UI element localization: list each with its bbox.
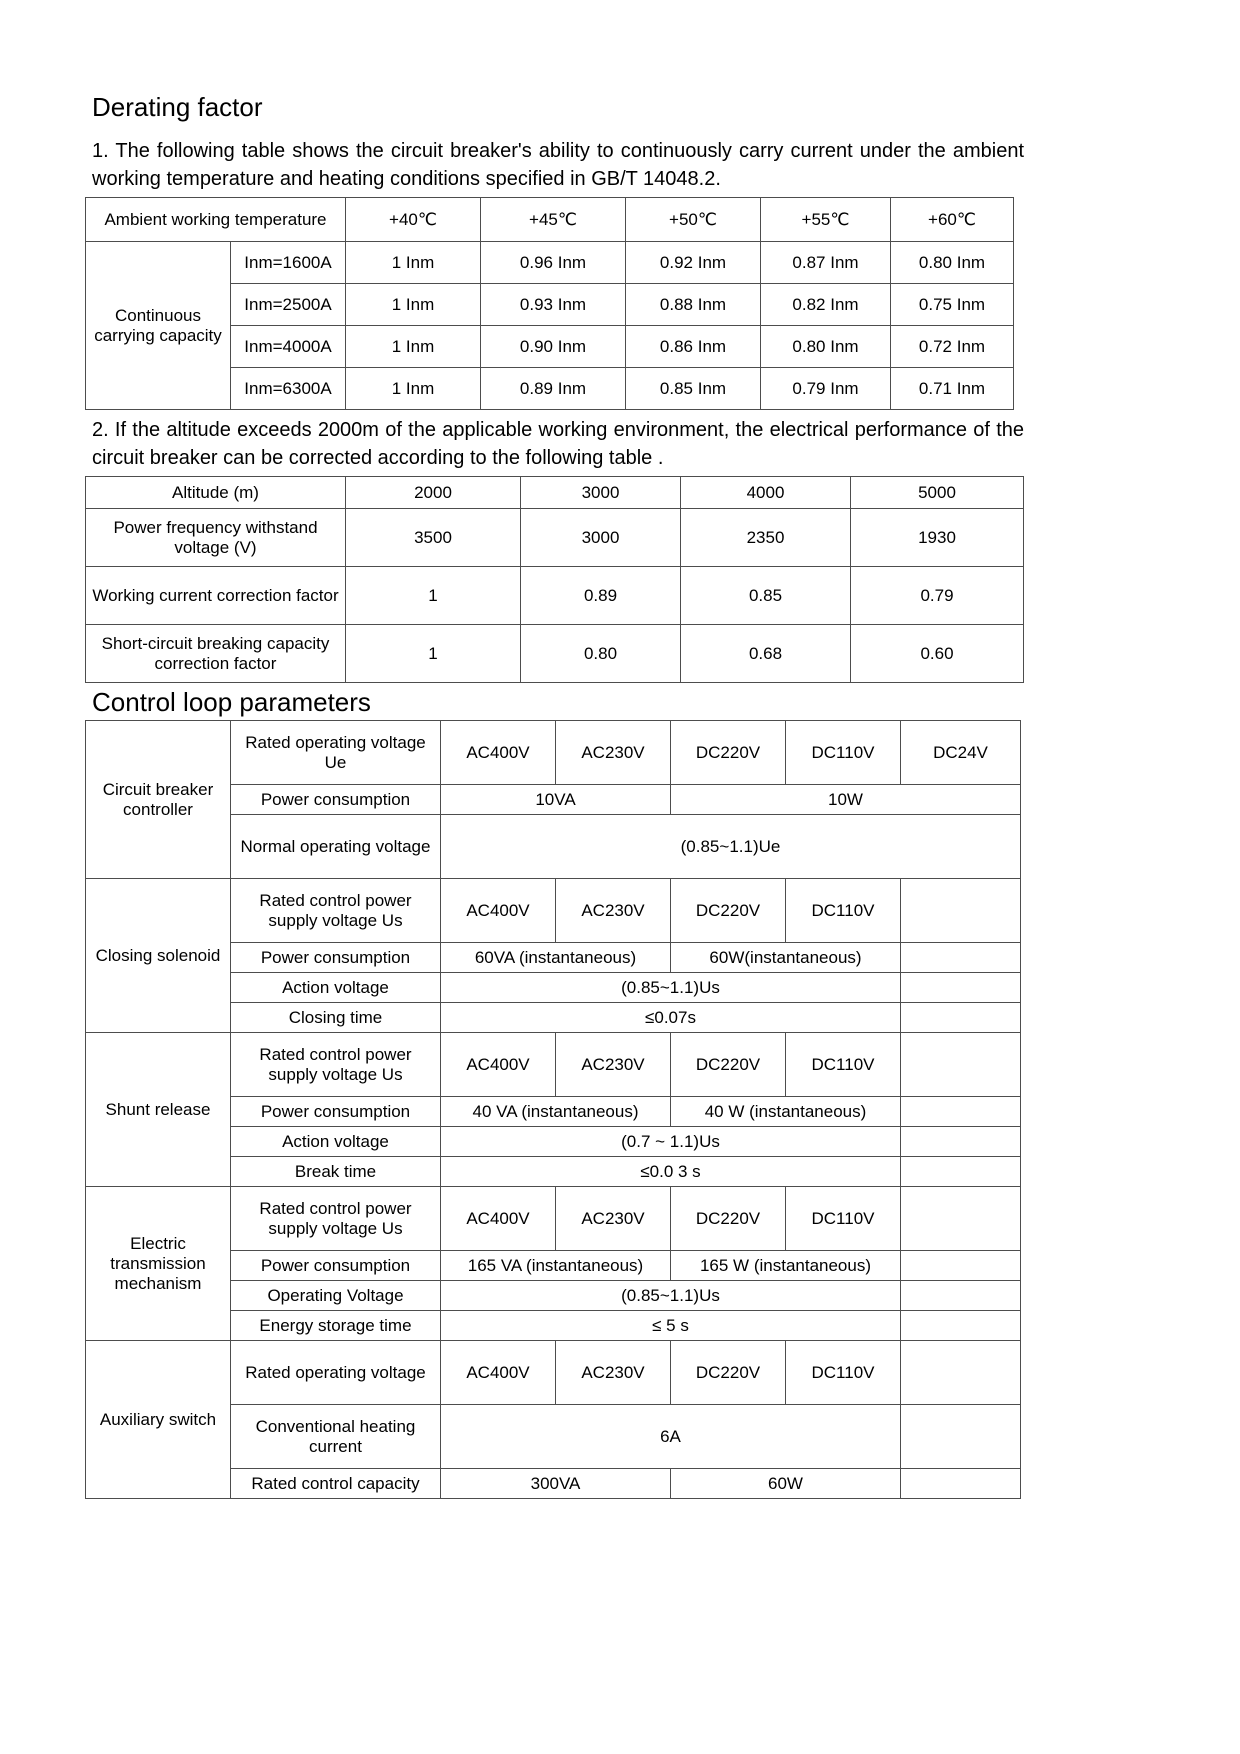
value-cell: 6A [441,1405,901,1469]
value-cell: DC110V [786,879,901,943]
value-cell: 3000 [521,477,681,509]
value-cell: 40 W (instantaneous) [671,1097,901,1127]
value-cell: DC220V [671,1341,786,1405]
value-cell: 0.68 [681,625,851,683]
value-cell: DC220V [671,1187,786,1251]
value-cell: 0.79 [851,567,1024,625]
row-label: Power frequency withstand voltage (V) [86,509,346,567]
value-cell: DC110V [786,721,901,785]
param-label: Power consumption [231,1097,441,1127]
empty-cell [901,1469,1021,1499]
value-cell: DC24V [901,721,1021,785]
param-label: Closing time [231,1003,441,1033]
value-cell: 0.60 [851,625,1024,683]
empty-cell [901,1187,1021,1251]
value-cell: 300VA [441,1469,671,1499]
row-label: Altitude (m) [86,477,346,509]
value-cell: ≤0.0 3 s [441,1157,901,1187]
section-label: Closing solenoid [86,879,231,1033]
empty-cell [901,1127,1021,1157]
temp-header: +55℃ [761,198,891,242]
value-cell: (0.85~1.1)Us [441,1281,901,1311]
empty-cell [901,1341,1021,1405]
value-cell: (0.7 ~ 1.1)Us [441,1127,901,1157]
value-cell: DC220V [671,879,786,943]
value-cell: 3500 [346,509,521,567]
value-cell: 2350 [681,509,851,567]
empty-cell [901,1003,1021,1033]
temp-header: +60℃ [891,198,1014,242]
value-cell: 0.87 Inm [761,242,891,284]
value-cell: 2000 [346,477,521,509]
value-cell: 1 Inm [346,284,481,326]
value-cell: 1 [346,625,521,683]
value-cell: AC400V [441,721,556,785]
empty-cell [901,1311,1021,1341]
param-label: Operating Voltage [231,1281,441,1311]
value-cell: 0.72 Inm [891,326,1014,368]
value-cell: 0.80 Inm [761,326,891,368]
row-label: Inm=1600A [231,242,346,284]
value-cell: 0.89 [521,567,681,625]
param-label: Power consumption [231,943,441,973]
param-label: Rated operating voltage Ue [231,721,441,785]
value-cell: 10VA [441,785,671,815]
value-cell: 0.80 Inm [891,242,1014,284]
page-title: Derating factor [92,92,263,122]
value-cell: 5000 [851,477,1024,509]
value-cell: AC400V [441,1341,556,1405]
value-cell: 0.82 Inm [761,284,891,326]
value-cell: 60W [671,1469,901,1499]
empty-cell [901,1251,1021,1281]
value-cell: 1 Inm [346,368,481,410]
empty-cell [901,1405,1021,1469]
param-label: Energy storage time [231,1311,441,1341]
value-cell: AC230V [556,1187,671,1251]
temp-header: +40℃ [346,198,481,242]
param-label: Power consumption [231,1251,441,1281]
value-cell: DC220V [671,721,786,785]
empty-cell [901,1281,1021,1311]
value-cell: 0.89 Inm [481,368,626,410]
temp-header: +50℃ [626,198,761,242]
value-cell: AC400V [441,879,556,943]
value-cell: AC230V [556,1033,671,1097]
value-cell: 165 VA (instantaneous) [441,1251,671,1281]
value-cell: 165 W (instantaneous) [671,1251,901,1281]
value-cell: ≤0.07s [441,1003,901,1033]
empty-cell [901,973,1021,1003]
section-title-control-loop: Control loop parameters [92,687,371,717]
control-loop-table [85,720,1021,1499]
value-cell: AC400V [441,1033,556,1097]
value-cell: (0.85~1.1)Us [441,973,901,1003]
param-label: Normal operating voltage [231,815,441,879]
empty-cell [901,1033,1021,1097]
row-label: Working current correction factor [86,567,346,625]
row-label: Inm=6300A [231,368,346,410]
value-cell: 60W(instantaneous) [671,943,901,973]
value-cell: AC400V [441,1187,556,1251]
param-label: Power consumption [231,785,441,815]
empty-cell [901,879,1021,943]
value-cell: 0.80 [521,625,681,683]
value-cell: 0.75 Inm [891,284,1014,326]
value-cell: DC110V [786,1033,901,1097]
section-label: Electric transmission mechanism [86,1187,231,1341]
param-label: Break time [231,1157,441,1187]
value-cell: ≤ 5 s [441,1311,901,1341]
value-cell: 0.86 Inm [626,326,761,368]
value-cell: DC110V [786,1341,901,1405]
row-label: Inm=4000A [231,326,346,368]
row-label: Inm=2500A [231,284,346,326]
paragraph-1: 1. The following table shows the circuit breaker's ability to continuously carry current under the ambient working temperature and heating conditions specified in GB/T 14048.2. [92,140,1024,190]
value-cell: 1 Inm [346,242,481,284]
section-label: Auxiliary switch [86,1341,231,1499]
temp-header: +45℃ [481,198,626,242]
value-cell: 10W [671,785,1021,815]
value-cell: 0.79 Inm [761,368,891,410]
value-cell: 0.93 Inm [481,284,626,326]
value-cell: 4000 [681,477,851,509]
param-label: Rated control capacity [231,1469,441,1499]
empty-cell [901,943,1021,973]
param-label: Rated control power supply voltage Us [231,1033,441,1097]
value-cell: DC110V [786,1187,901,1251]
row-label: Short-circuit breaking capacity correction factor [86,625,346,683]
value-cell: 1930 [851,509,1024,567]
value-cell: 1 [346,567,521,625]
value-cell: 0.88 Inm [626,284,761,326]
section-label: Circuit breaker controller [86,721,231,879]
row-group-label: Continuous carrying capacity [86,242,231,410]
value-cell: DC220V [671,1033,786,1097]
value-cell: 0.71 Inm [891,368,1014,410]
empty-cell [901,1097,1021,1127]
value-cell: 60VA (instantaneous) [441,943,671,973]
value-cell: 1 Inm [346,326,481,368]
param-label: Conventional heating current [231,1405,441,1469]
value-cell: AC230V [556,879,671,943]
value-cell: 0.96 Inm [481,242,626,284]
value-cell: 0.90 Inm [481,326,626,368]
value-cell: AC230V [556,721,671,785]
value-cell: 40 VA (instantaneous) [441,1097,671,1127]
param-label: Rated control power supply voltage Us [231,879,441,943]
corner-header: Ambient working temperature [86,198,346,242]
value-cell: 0.85 [681,567,851,625]
param-label: Rated operating voltage [231,1341,441,1405]
derating-table [85,197,1014,410]
value-cell: (0.85~1.1)Ue [441,815,1021,879]
section-label: Shunt release [86,1033,231,1187]
paragraph-2: 2. If the altitude exceeds 2000m of the applicable working environment, the electrical performance of the circuit breaker can be corrected according to the following table . [92,419,1024,469]
empty-cell [901,1157,1021,1187]
param-label: Action voltage [231,1127,441,1157]
value-cell: AC230V [556,1341,671,1405]
altitude-table [85,476,1024,683]
value-cell: 3000 [521,509,681,567]
value-cell: 0.92 Inm [626,242,761,284]
value-cell: 0.85 Inm [626,368,761,410]
param-label: Action voltage [231,973,441,1003]
param-label: Rated control power supply voltage Us [231,1187,441,1251]
